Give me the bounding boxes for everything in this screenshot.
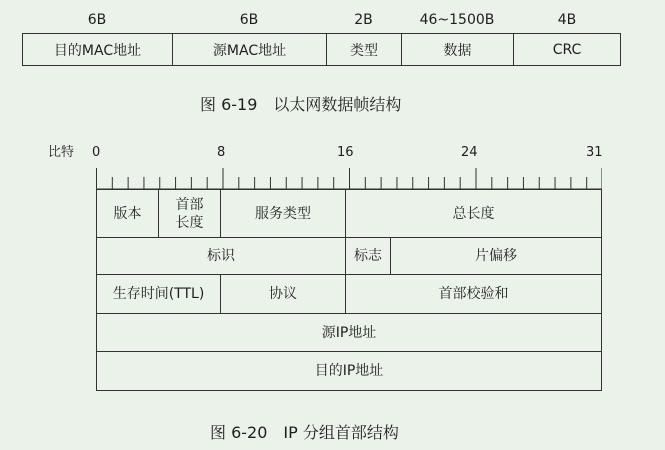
- bit-mark-8: 8: [217, 145, 226, 160]
- size-data: 46~1500B: [419, 12, 495, 28]
- size-dest-mac: 6B: [87, 12, 107, 28]
- bit-mark-31: 31: [586, 145, 603, 160]
- figure-caption-6-19: 图 6-19 以太网数据帧结构: [200, 95, 402, 114]
- header-length-line2: 长度: [175, 214, 204, 231]
- field-header-checksum: 首部校验和: [345, 274, 602, 314]
- field-service-type: 服务类型: [220, 189, 346, 238]
- field-fragment-offset: 片偏移: [390, 237, 602, 275]
- size-src-mac: 6B: [239, 12, 259, 28]
- field-flags: 标志: [345, 237, 391, 275]
- field-protocol: 协议: [220, 274, 346, 314]
- field-data: 数据: [402, 34, 514, 65]
- bit-mark-0: 0: [92, 145, 101, 160]
- bit-mark-24: 24: [461, 145, 478, 160]
- ethernet-frame-table: [22, 33, 621, 66]
- figure-caption-6-20: 图 6-20 IP 分组首部结构: [210, 423, 399, 442]
- field-source-ip: 源IP地址: [96, 313, 602, 352]
- size-type: 2B: [354, 12, 373, 28]
- field-type: 类型: [327, 34, 402, 65]
- header-length-line1: 首部: [175, 196, 204, 213]
- field-crc: CRC: [552, 41, 582, 58]
- bit-mark-16: 16: [337, 145, 354, 160]
- field-src-mac: 源MAC地址: [173, 34, 327, 65]
- field-dest-mac: 目的MAC地址: [23, 34, 173, 65]
- field-header-length: [158, 189, 221, 238]
- field-dest-ip: 目的IP地址: [96, 351, 602, 391]
- bit-ruler: [96, 168, 602, 190]
- field-ttl: 生存时间(TTL): [96, 274, 221, 314]
- size-crc: 4B: [557, 12, 577, 28]
- field-identification: 标识: [96, 237, 346, 275]
- field-version: 版本: [96, 189, 159, 238]
- bit-axis-title: 比特: [48, 145, 75, 160]
- field-total-length: 总长度: [345, 189, 602, 238]
